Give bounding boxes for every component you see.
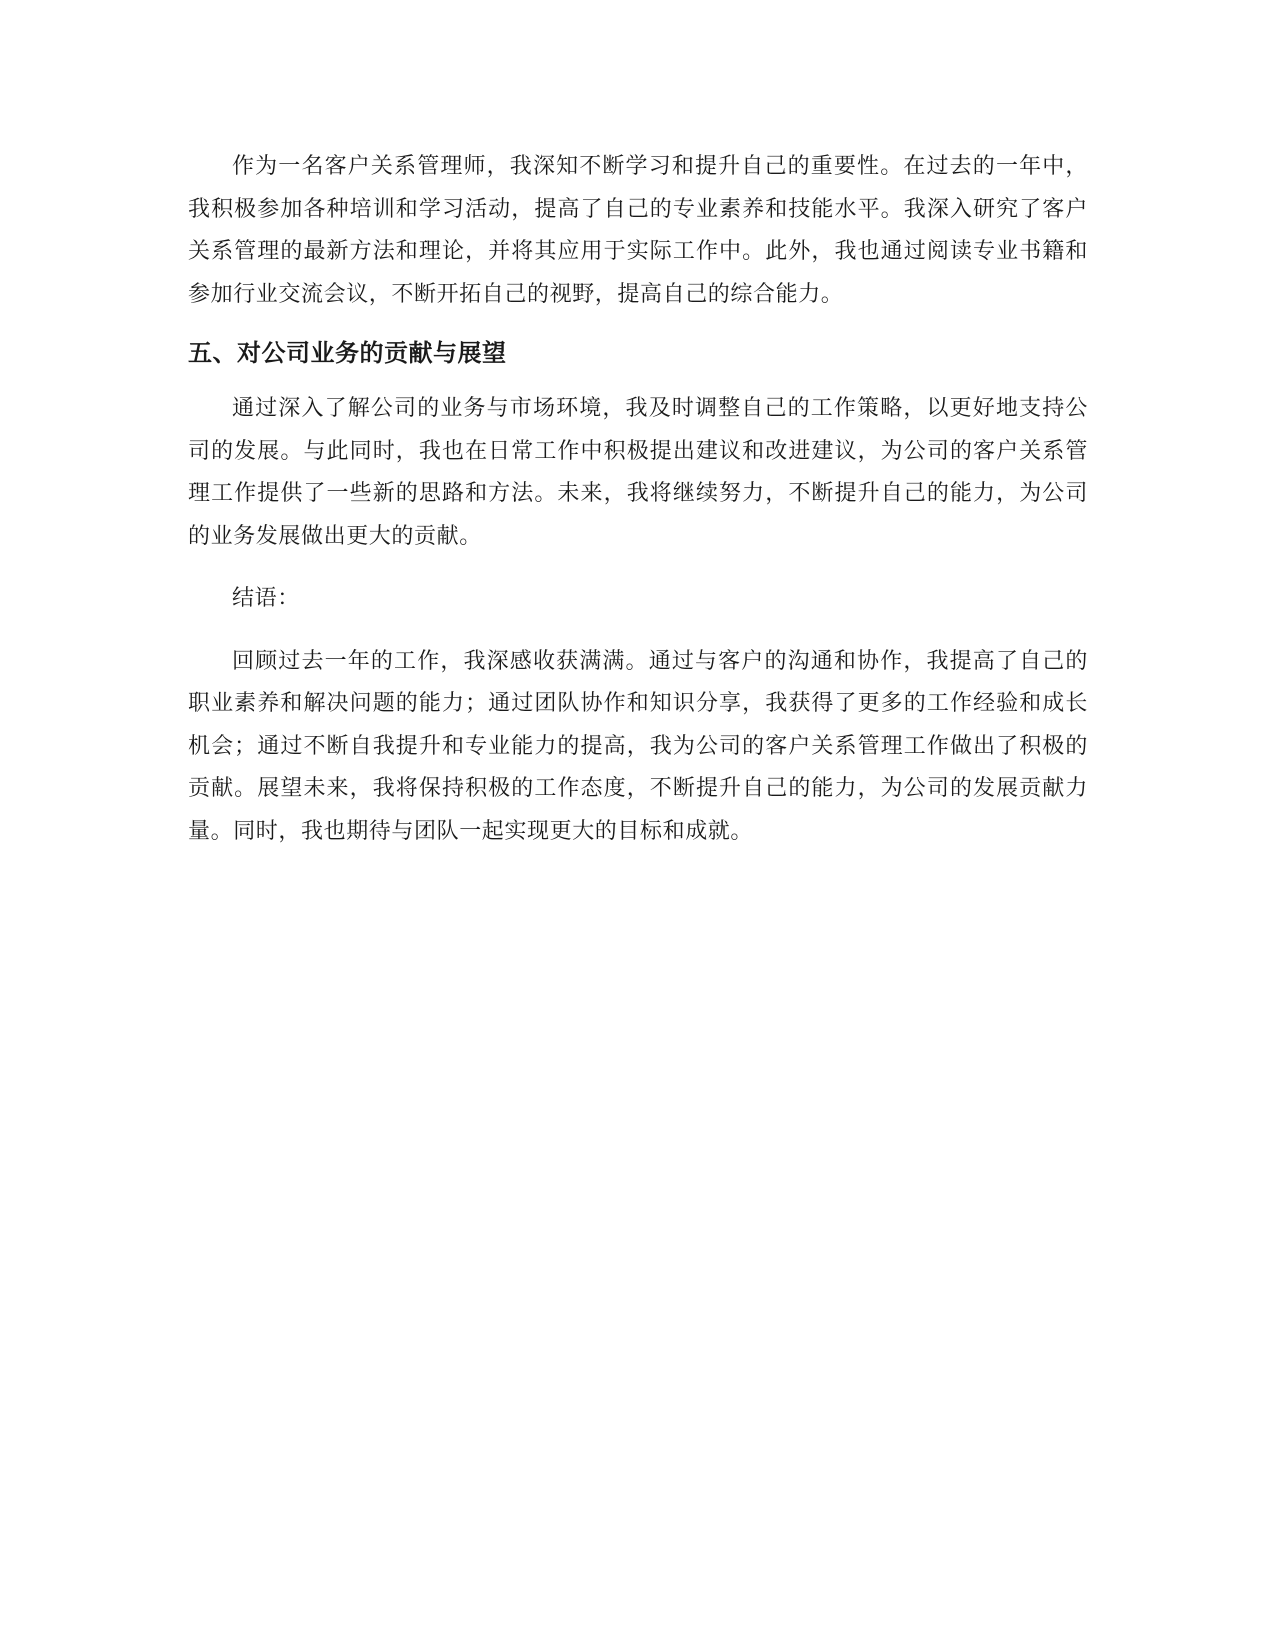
paragraph-self-improvement: 作为一名客户关系管理师，我深知不断学习和提升自己的重要性。在过去的一年中，我积极参加各种培训和学习活动，提高了自己的专业素养和技能水平。我深入研究了客户关系管理的最新方法和理论，并将其应用于实际工作中。此外，我也通过阅读专业书籍和参加行业交流会议，不断开拓自己的视野，提高自己的综合能力。 — [188, 154, 1088, 307]
document-body — [188, 146, 1088, 853]
paragraph-contribution: 通过深入了解公司的业务与市场环境，我及时调整自己的工作策略，以更好地支持公司的发展。与此同时，我也在日常工作中积极提出建议和改进建议，为公司的客户关系管理工作提供了一些新的思路和方法。未来，我将继续努力，不断提升自己的能力，为公司的业务发展做出更大的贡献。 — [188, 396, 1088, 549]
conclusion-label: 结语： — [232, 586, 300, 611]
section-heading-contribution: 五、对公司业务的贡献与展望 — [188, 339, 507, 367]
paragraph-conclusion: 回顾过去一年的工作，我深感收获满满。通过与客户的沟通和协作，我提高了自己的职业素养和解决问题的能力；通过团队协作和知识分享，我获得了更多的工作经验和成长机会；通过不断自我提升和专业能力的提高，我为公司的客户关系管理工作做出了积极的贡献。展望未来，我将保持积极的工作态度，不断提升自己的能力，为公司的发展贡献力量。同时，我也期待与团队一起实现更大的目标和成就。 — [188, 648, 1088, 844]
